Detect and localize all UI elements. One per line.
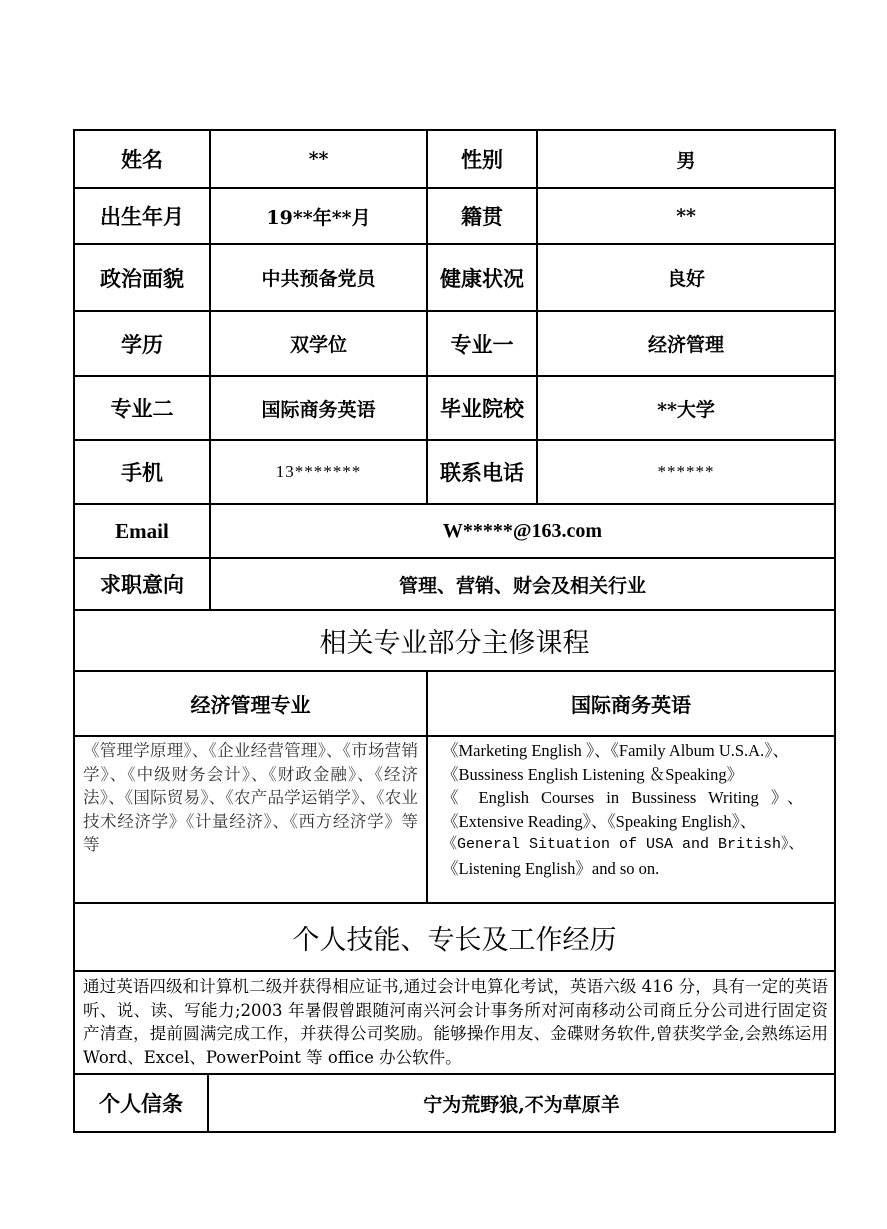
birth-value: 19**年**月 (210, 188, 427, 244)
english-courses-list (427, 736, 835, 903)
english-course-line: 《Extensive Reading》、《Speaking English》、 (442, 811, 757, 831)
english-courses-header: 国际商务英语 (427, 671, 835, 736)
gender-value: 男 (537, 130, 835, 188)
english-course-line: 《General Situation of USA and British》、 (442, 836, 804, 853)
health-value: 良好 (537, 244, 835, 311)
email-label: Email (74, 504, 210, 558)
major2-label: 专业二 (74, 376, 210, 440)
intent-label: 求职意向 (74, 558, 210, 610)
politics-value: 中共预备党员 (210, 244, 427, 311)
phone-label: 联系电话 (427, 440, 537, 504)
skills-text: 通过英语四级和计算机二级并获得相应证书,通过会计电算化考试，英语六级 416 分，具有一定的英语听、说、读、写能力;2003 年暑假曾跟随河南兴河会计事务所对河南移动公司商丘分公司进行固定资产清查，提前圆满完成工作，并获得公司奖励。能够操作用友、金碟财务软件,曾获奖学金,会熟练运用 Word、Excel、PowerPoint 等 office 办公软件。 (83, 977, 828, 1067)
email-value: W*****@163.com (210, 504, 835, 558)
education-label: 学历 (74, 311, 210, 376)
name-label: 姓名 (74, 130, 210, 188)
gender-label: 性别 (427, 130, 537, 188)
phone-value: ****** (537, 440, 835, 504)
major1-value: 经济管理 (537, 311, 835, 376)
motto-value: 宁为荒野狼,不为草原羊 (208, 1074, 835, 1132)
school-label: 毕业院校 (427, 376, 537, 440)
resume-table (73, 129, 836, 1133)
econ-courses-list (74, 736, 427, 903)
health-label: 健康状况 (427, 244, 537, 311)
motto-label: 个人信条 (74, 1074, 208, 1132)
english-course-line: 《Bussiness English Listening ＆Speaking》 (442, 764, 744, 784)
english-course-line: 《 English Courses in Bussiness Writing 》、 (442, 788, 804, 807)
major1-label: 专业一 (427, 311, 537, 376)
econ-courses-header: 经济管理专业 (74, 671, 427, 736)
birth-label: 出生年月 (74, 188, 210, 244)
origin-value: ** (537, 188, 835, 244)
english-courses-text (428, 737, 810, 880)
courses-title: 相关专业部分主修课程 (74, 610, 835, 671)
skills-content (74, 971, 835, 1074)
major2-value: 国际商务英语 (210, 376, 427, 440)
intent-value: 管理、营销、财会及相关行业 (210, 558, 835, 610)
politics-label: 政治面貌 (74, 244, 210, 311)
education-value: 双学位 (210, 311, 427, 376)
english-course-line: 《Marketing English 》、《Family Album U.S.A.》、 (442, 741, 789, 760)
origin-label: 籍贯 (427, 188, 537, 244)
mobile-value: 13******* (210, 440, 427, 504)
econ-courses-text: 《管理学原理》、《企业经营管理》、《市场营销学》、《中级财务会计》、《财政金融》、《经济法》、《国际贸易》、《农产品学运销学》、《农业技术经济学》《计量经济》、《西方经济学》等等 (83, 741, 418, 854)
school-value: **大学 (537, 376, 835, 440)
skills-title: 个人技能、专长及工作经历 (74, 903, 835, 971)
english-course-line: 《Listening English》and so on. (442, 858, 660, 878)
name-value: ** (210, 130, 427, 188)
mobile-label: 手机 (74, 440, 210, 504)
